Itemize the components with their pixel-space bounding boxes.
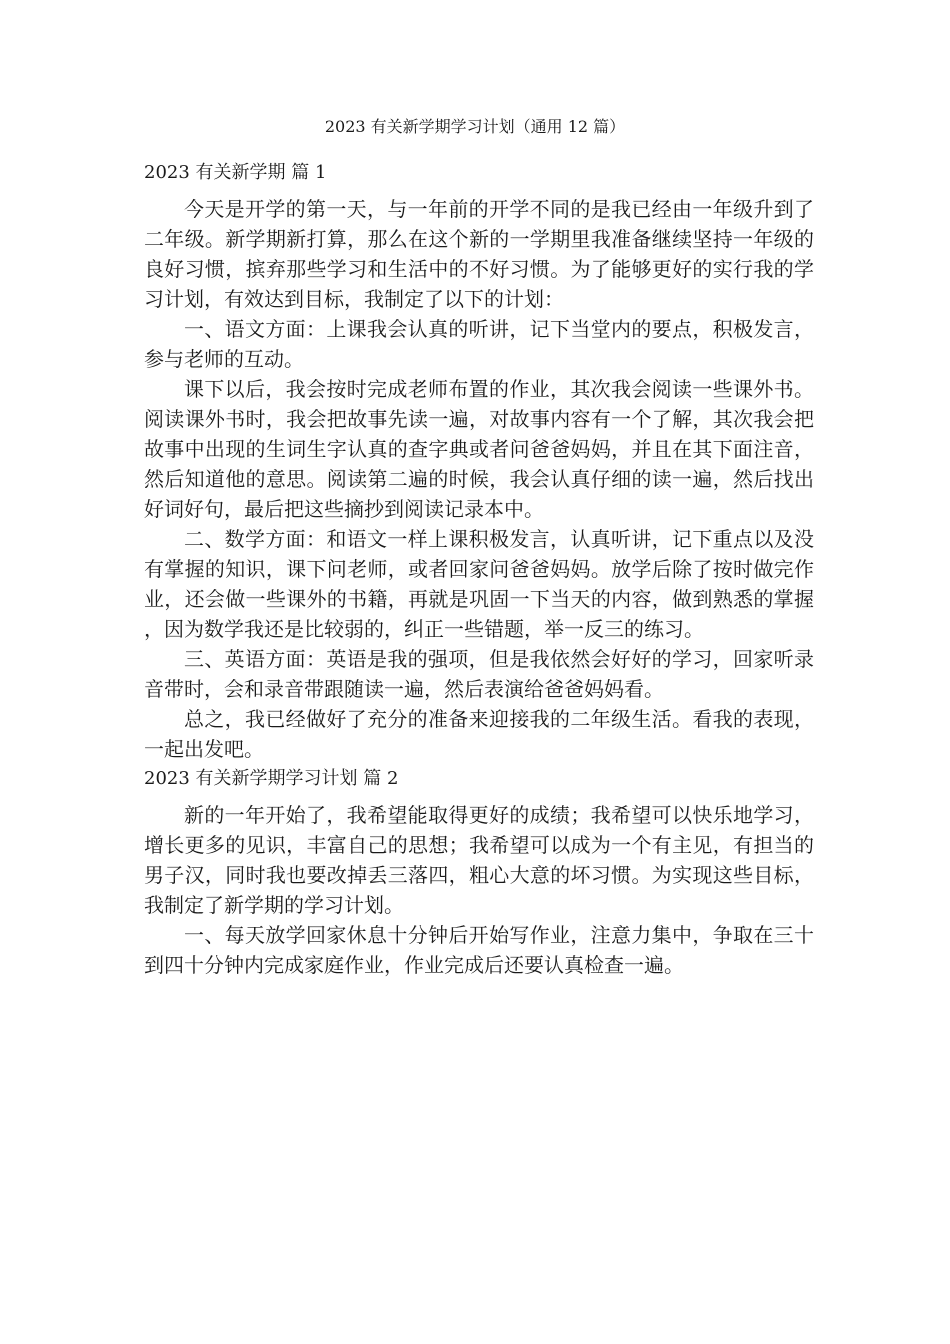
- paragraph: 二、数学方面：和语文一样上课积极发言，认真听讲，记下重点以及没有掌握的知识，课下问老师，或者回家问爸爸妈妈。放学后除了按时做完作业，还会做一些课外的书籍，再就是巩固一下当天的内容，做到熟悉的掌握，因为数学我还是比较弱的，纠正一些错题，举一反三的练习。: [144, 527, 814, 641]
- paragraph: 新的一年开始了，我希望能取得更好的成绩；我希望可以快乐地学习，增长更多的见识，丰富自己的思想；我希望可以成为一个有主见，有担当的男子汉，同时我也要改掉丢三落四，粗心大意的坏习惯。为实现这些目标，我制定了新学期的学习计划。: [144, 803, 814, 917]
- paragraph: 课下以后，我会按时完成老师布置的作业，其次我会阅读一些课外书。阅读课外书时，我会把故事先读一遍，对故事内容有一个了解，其次我会把故事中出现的生词生字认真的查字典或者问爸爸妈妈，并且在其下面注音，然后知道他的意思。阅读第二遍的时候，我会认真仔细的读一遍，然后找出好词好句，最后把这些摘抄到阅读记录本中。: [144, 377, 814, 521]
- paragraph: 一、每天放学回家休息十分钟后开始写作业，注意力集中，争取在三十到四十分钟内完成家庭作业，作业完成后还要认真检查一遍。: [144, 923, 814, 977]
- document-body: [144, 158, 814, 980]
- document-title: 2023 有关新学期学习计划（通用 12 篇）: [324, 117, 626, 136]
- section-heading: 2023 有关新学期学习计划 篇 2: [144, 768, 399, 789]
- paragraph: 一、语文方面：上课我会认真的听讲，记下当堂内的要点，积极发言，参与老师的互动。: [144, 317, 814, 371]
- paragraph: 三、英语方面：英语是我的强项，但是我依然会好好的学习，回家听录音带时，会和录音带跟随读一遍，然后表演给爸爸妈妈看。: [144, 647, 814, 701]
- paragraph: 总之，我已经做好了充分的准备来迎接我的二年级生活。看我的表现，一起出发吧。: [144, 707, 814, 761]
- paragraph: 今天是开学的第一天，与一年前的开学不同的是我已经由一年级升到了二年级。新学期新打算，那么在这个新的一学期里我准备继续坚持一年级的良好习惯，摈弃那些学习和生活中的不好习惯。为了能够更好的实行我的学习计划，有效达到目标，我制定了以下的计划：: [144, 197, 814, 311]
- section-heading: 2023 有关新学期 篇 1: [144, 162, 327, 183]
